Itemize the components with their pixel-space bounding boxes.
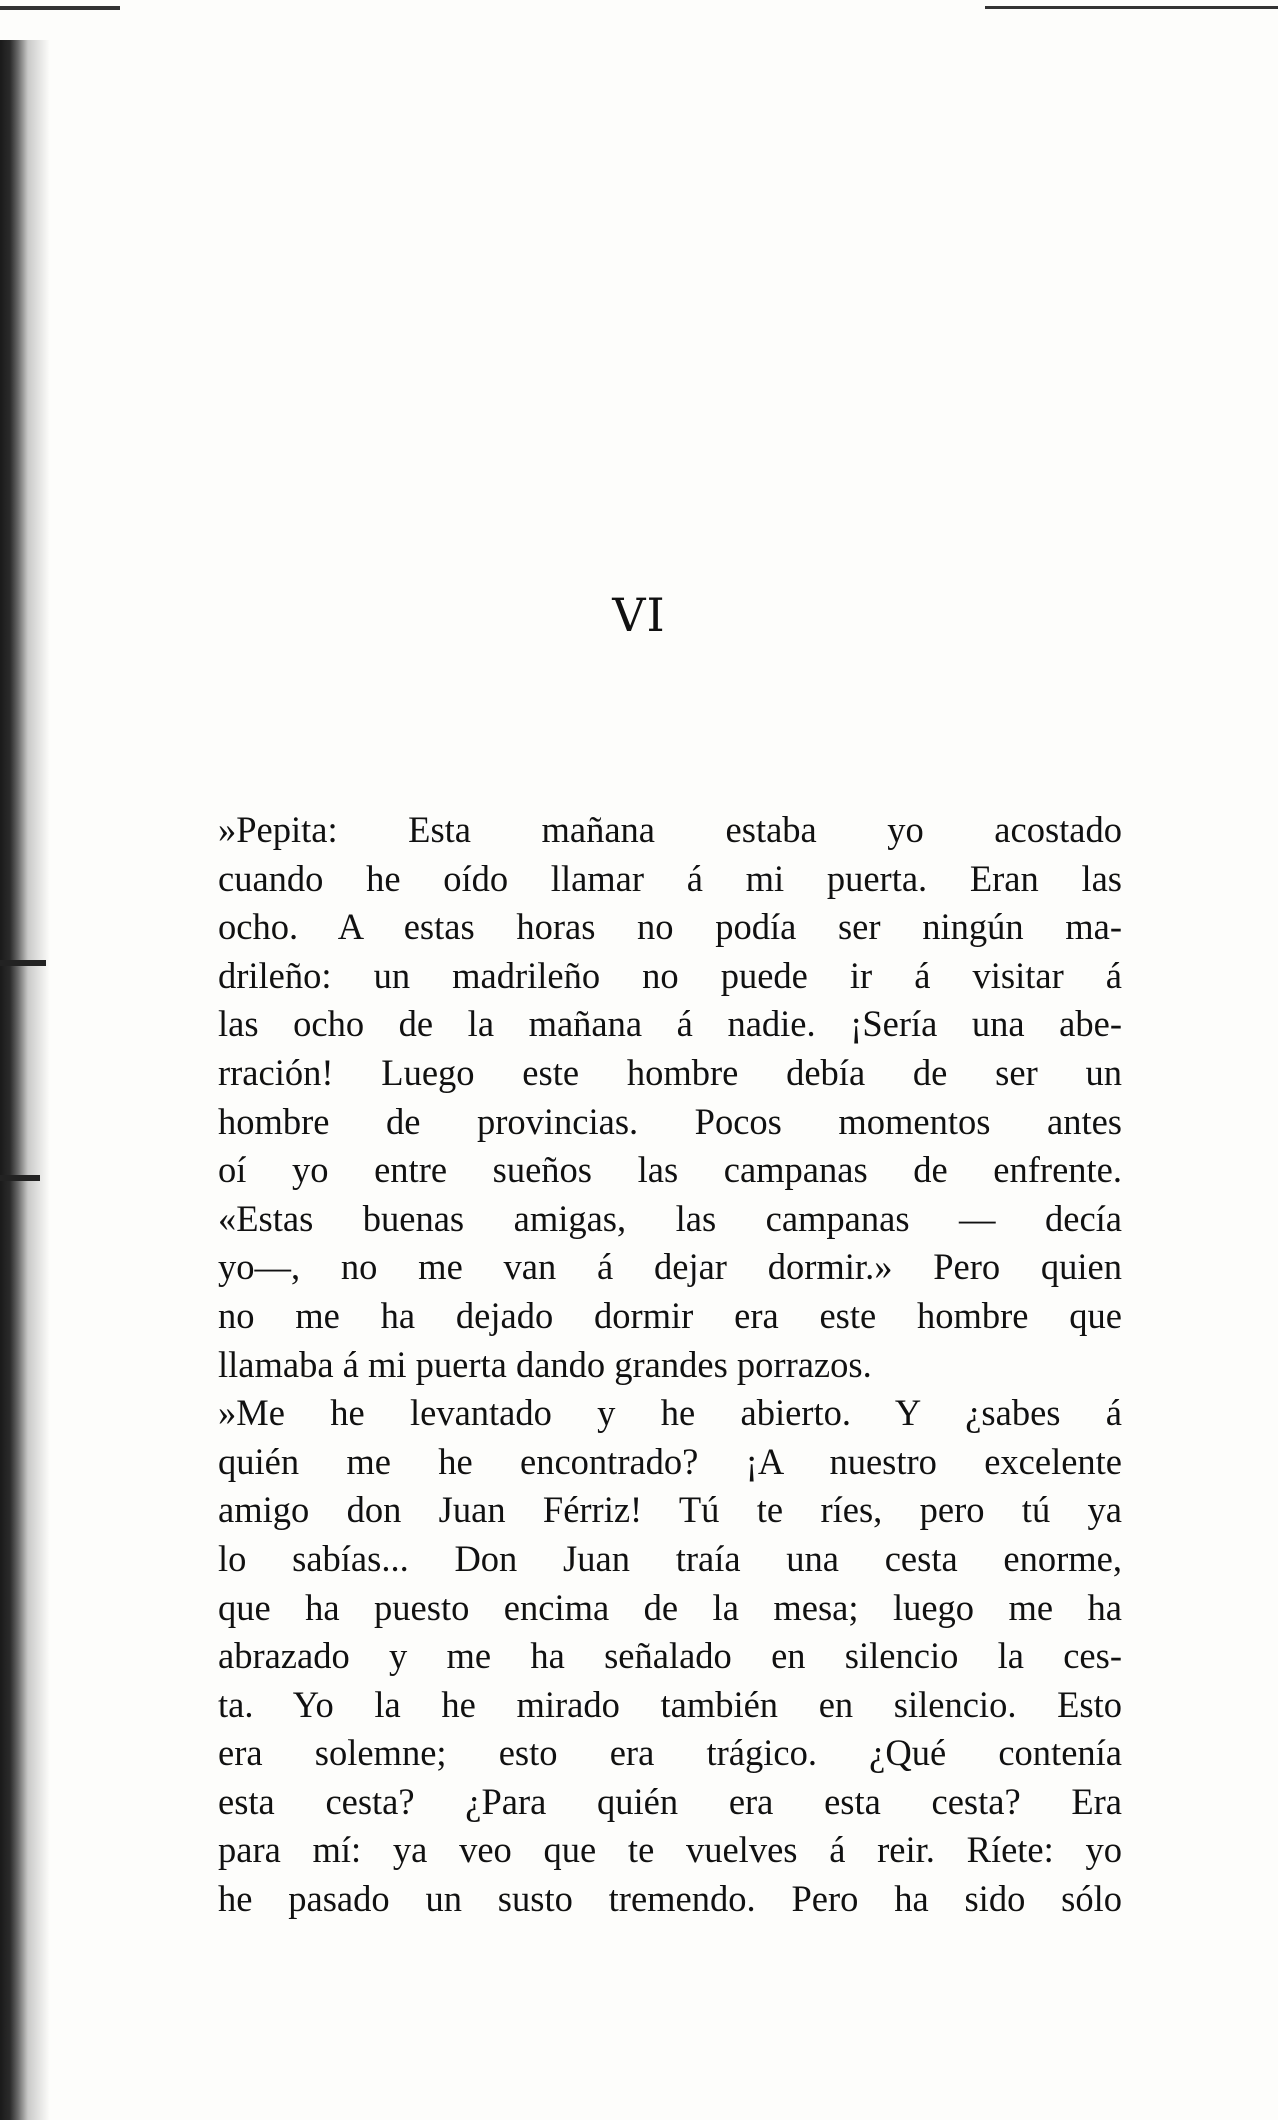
text-line: »Me he levantado y he abierto. Y ¿sabes á (218, 1392, 1122, 1434)
text-line: drileño: un madrileño no puede ir á visitar á (218, 954, 1122, 996)
text-line: abrazado y me ha señalado en silencio la ces- (218, 1635, 1122, 1677)
body-text (218, 806, 1122, 1924)
scan-binding-edge (0, 40, 50, 2120)
text-line: era solemne; esto era trágico. ¿Qué contenía (218, 1732, 1122, 1774)
text-line: llamaba á mi puerta dando grandes porrazos. (218, 1343, 872, 1385)
binding-mark (0, 1175, 40, 1181)
text-line: oí yo entre sueños las campanas de enfrente. (218, 1149, 1122, 1191)
text-line: las ocho de la mañana á nadie. ¡Sería una abe- (218, 1003, 1122, 1045)
text-line: ta. Yo la he mirado también en silencio. Esto (218, 1683, 1122, 1725)
text-line: esta cesta? ¿Para quién era esta cesta? Era (218, 1780, 1122, 1822)
text-line: «Estas buenas amigas, las campanas — decía (218, 1197, 1122, 1239)
text-line: cuando he oído llamar á mi puerta. Eran las (218, 857, 1122, 899)
text-line: para mí: ya veo que te vuelves á reir. Ríete: yo (218, 1829, 1122, 1871)
text-line: lo sabías... Don Juan traía una cesta enorme, (218, 1537, 1122, 1579)
chapter-number: VI (612, 588, 666, 642)
text-line: »Pepita: Esta mañana estaba yo acostado (218, 809, 1122, 850)
text-line: rración! Luego este hombre debía de ser un (218, 1051, 1122, 1093)
text-line: he pasado un susto tremendo. Pero ha sido sólo (218, 1878, 1122, 1920)
scan-top-edge (985, 6, 1278, 9)
text-line: yo—, no me van á dejar dormir.» Pero quien (218, 1246, 1122, 1288)
text-line: quién me he encontrado? ¡A nuestro excelente (218, 1440, 1122, 1482)
text-line: no me ha dejado dormir era este hombre que (218, 1294, 1122, 1336)
text-line: que ha puesto encima de la mesa; luego me ha (218, 1586, 1122, 1628)
scan-top-edge (0, 6, 120, 10)
text-line: hombre de provincias. Pocos momentos antes (218, 1100, 1122, 1142)
text-line: amigo don Juan Férriz! Tú te ríes, pero tú ya (218, 1489, 1122, 1531)
binding-mark (0, 960, 46, 966)
text-line: ocho. A estas horas no podía ser ningún ma- (218, 906, 1122, 948)
